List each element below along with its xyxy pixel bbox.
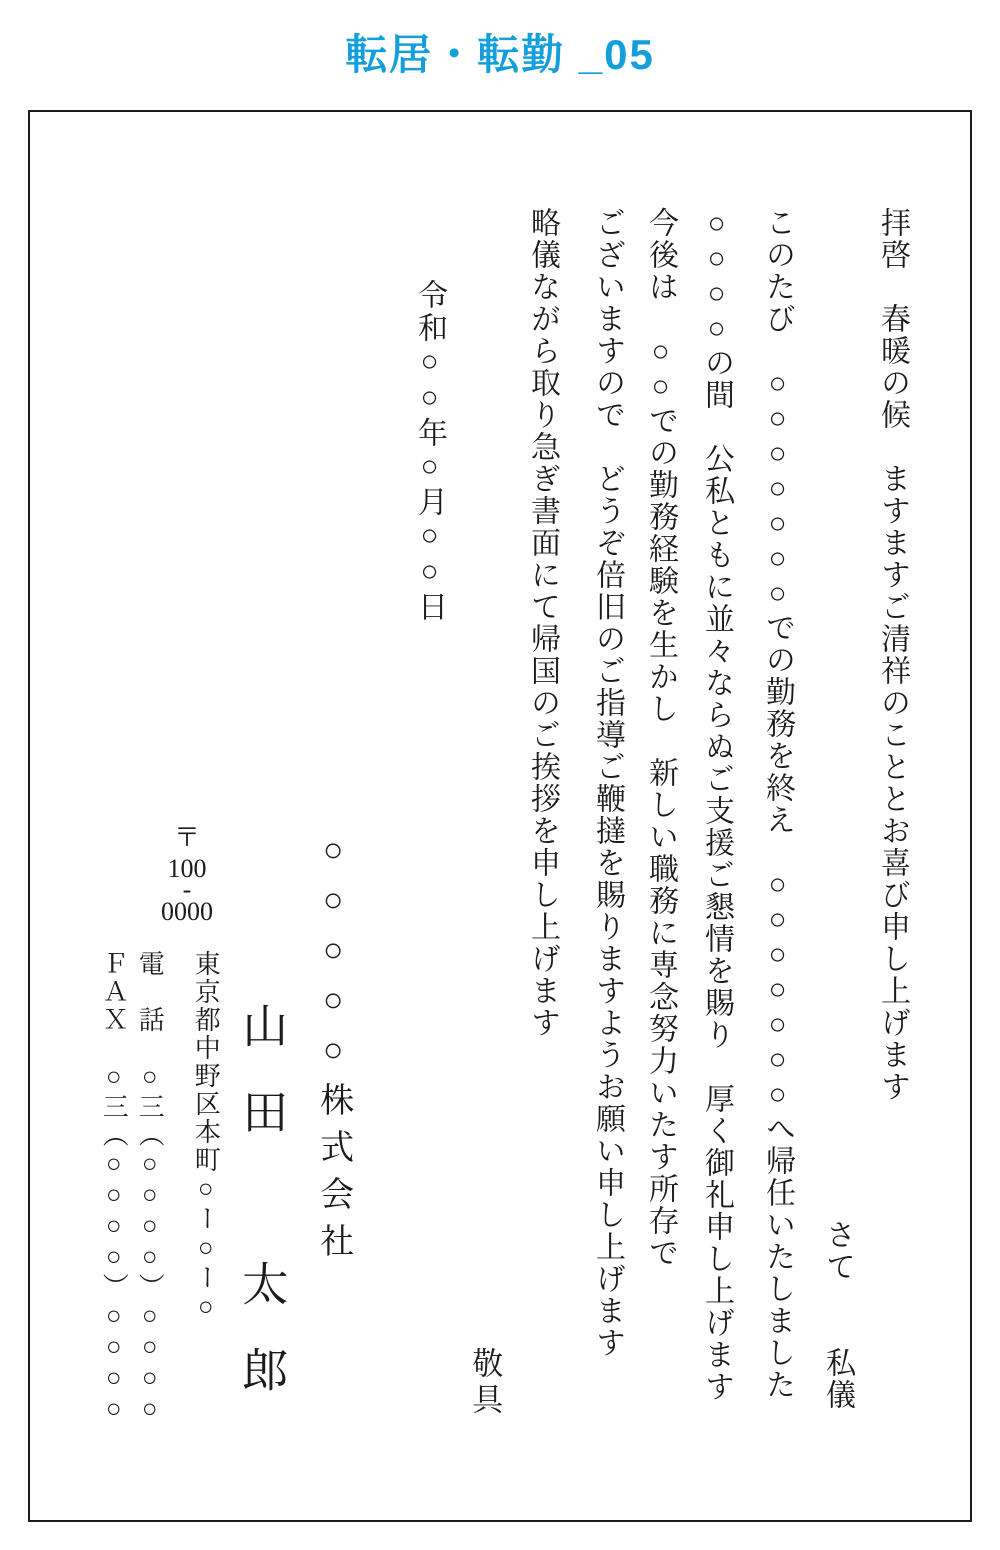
letter-body-line-5: 略儀ながら取り急ぎ書面にて帰国のご挨拶を申し上げます <box>526 207 559 1039</box>
sender-name: 山田 太郎 <box>236 1002 288 1432</box>
postal-code-part1: 100 <box>167 854 207 884</box>
sender-phone: 電 話 ○三（○○○○）○○○○ <box>135 950 165 1425</box>
postal-code-part2: 0000 <box>161 897 213 927</box>
sender-fax: ＦＡＸ ○三（○○○○）○○○○ <box>99 950 129 1425</box>
sender-company: ○○○○○株式会社 <box>314 832 352 1270</box>
sender-postal-code <box>147 822 227 927</box>
letter-opening-line: 拝啓 春暖の候 ますますご清祥のこととお喜び申し上げます <box>876 207 909 1103</box>
page-title: 転居・転勤 _05 <box>345 31 655 78</box>
postal-mark-icon: 〒 <box>173 823 200 852</box>
letter-body-line-3: 今後は ○○での勤務経験を生かし 新しい職務に専念努力いたす所存で <box>644 207 677 1269</box>
letter-body-line-4: ございますので どうぞ倍旧のご指導ご鞭撻を賜りますようお願い申し上げます <box>591 207 624 1359</box>
sender-address: 東京都中野区本町○ー○ー○ <box>191 950 221 1323</box>
letter-card <box>28 110 972 1522</box>
letter-date: 令和○○年○月○○日 <box>413 279 446 624</box>
letter-closing-word: 敬具 <box>467 1347 503 1419</box>
letter-preface-line: さて 私儀 <box>821 1219 854 1411</box>
letter-body-line-1: このたび ○○○○○○○での勤務を終え ○○○○○○○へ帰任いたしました <box>761 207 794 1401</box>
letter-body-line-2: ○○○○の間 公私ともに並々ならぬご支援ご懇情を賜り 厚く御礼申し上げます <box>700 207 733 1403</box>
postal-code-separator: - <box>182 875 192 905</box>
